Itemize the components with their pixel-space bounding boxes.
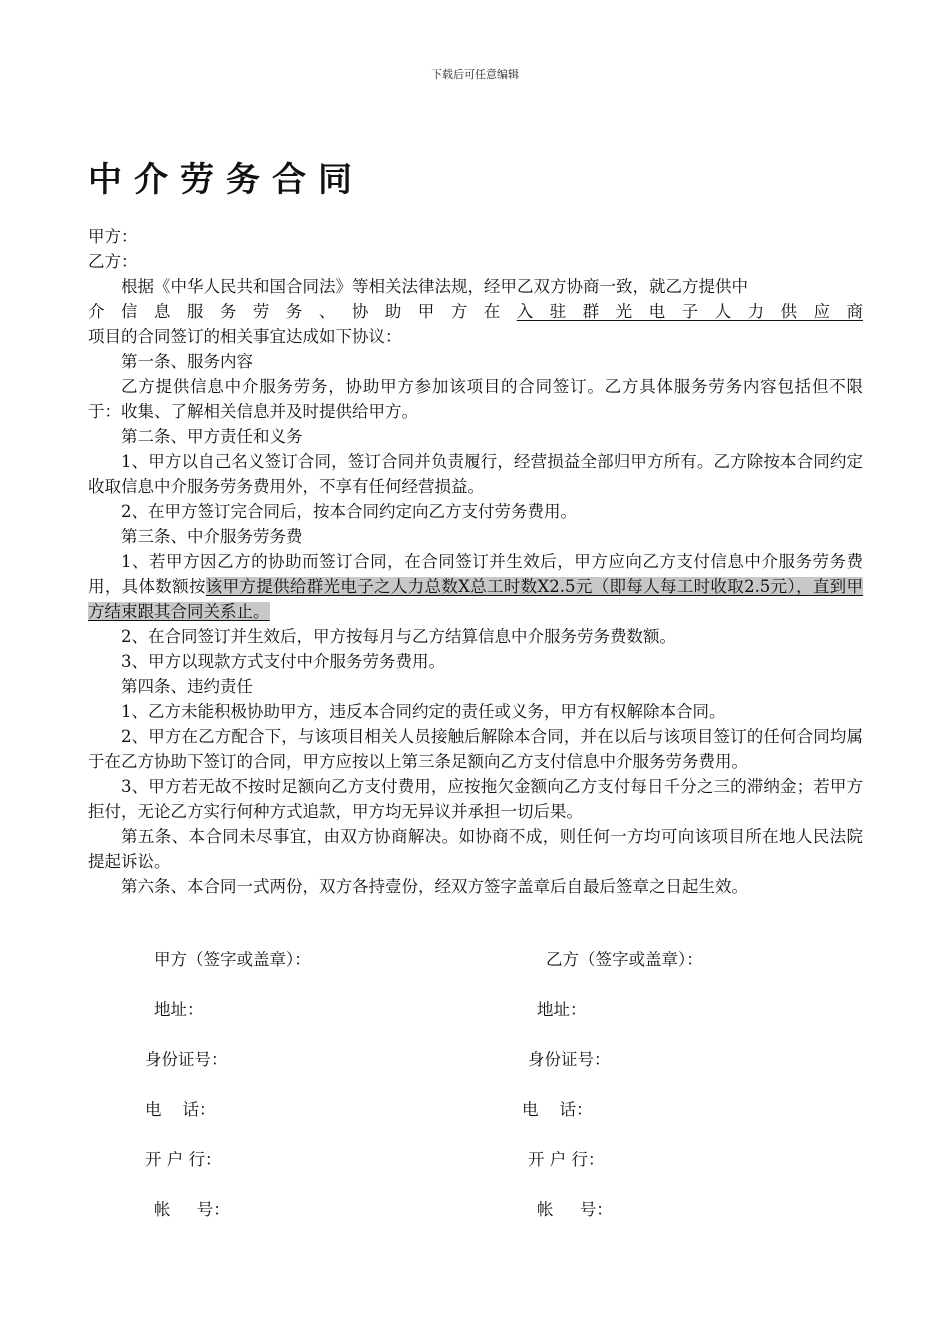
party-a-signature-label: 甲方（签字或盖章）：	[154, 950, 311, 969]
party-a-phone-label: 电 话：	[145, 1100, 216, 1119]
fee-formula-highlight: 该甲方提供给群光电子之人力总数X总工时数X2.5元（即每人每工时收取2.5元），直到甲方结束跟其合同关系止。	[88, 577, 864, 621]
party-b-bank-label: 开 户 行：	[528, 1150, 605, 1169]
party-b-address-label: 地址：	[537, 1000, 587, 1019]
contract-body	[88, 224, 863, 899]
party-b-signature-label: 乙方（签字或盖章）：	[546, 950, 703, 969]
article-5: 第五条、本合同未尽事宜，由双方协商解决。如协商不成，则任何一方均可向该项目所在地人民法院提起诉讼。	[88, 827, 863, 871]
article-4-paragraph-2: 2、甲方在乙方配合下，与该项目相关人员接触后解除本合同，并在以后与该项目签订的任何合同均属于在乙方协助下签订的合同，甲方应按以上第三条足额向乙方支付信息中介服务劳务费用。	[88, 727, 863, 771]
article-2-paragraph-1: 1、甲方以自己名义签订合同，签订合同并负责履行，经营损益全部归甲方所有。乙方除按本合同约定收取信息中介服务劳务费用外，不享有任何经营损益。	[88, 452, 863, 496]
party-b-account-label: 帐 号：	[537, 1200, 613, 1219]
party-b-id-label: 身份证号：	[528, 1050, 611, 1069]
party-a-account-label: 帐 号：	[154, 1200, 230, 1219]
intro-line-3: 项目的合同签订的相关事宜达成如下协议：	[88, 327, 402, 346]
project-name-underlined: 入驻群光电子人力供应商	[516, 302, 864, 321]
article-4-paragraph-1: 1、乙方未能积极协助甲方，违反本合同约定的责任或义务，甲方有权解除本合同。	[121, 702, 726, 721]
header-note: 下载后可任意编辑	[431, 68, 519, 81]
article-2-paragraph-2: 2、在甲方签订完合同后，按本合同约定向乙方支付劳务费用。	[121, 502, 577, 521]
article-6: 第六条、本合同一式两份，双方各持壹份，经双方签字盖章后自最后签章之日起生效。	[121, 877, 748, 896]
article-1-paragraph: 乙方提供信息中介服务劳务，协助甲方参加该项目的合同签订。乙方具体服务劳务内容包括但不限于：收集、了解相关信息并及时提供给甲方。	[88, 377, 863, 421]
party-a-id-label: 身份证号：	[145, 1050, 228, 1069]
document-title: 中介劳务合同	[88, 160, 364, 200]
party-a-address-label: 地址：	[154, 1000, 204, 1019]
party-b-label: 乙方：	[88, 252, 138, 271]
article-4-paragraph-3: 3、甲方若无故不按时足额向乙方支付费用，应按拖欠金额向乙方支付每日千分之三的滞纳金；若甲方拒付，无论乙方实行何种方式追款，甲方均无异议并承担一切后果。	[88, 777, 863, 821]
article-3-paragraph-1-text: 1、若甲方因乙方的协助而签订合同，在合同签订并生效后，甲方应向乙方支付信息中介服务劳务费用，具体数额按	[88, 552, 863, 596]
article-3-paragraph-3: 3、甲方以现款方式支付中介服务劳务费用。	[121, 652, 445, 671]
article-2-title: 第二条、甲方责任和义务	[121, 427, 303, 446]
intro-line-1: 根据《中华人民共和国合同法》等相关法律法规，经甲乙双方协商一致，就乙方提供中	[121, 277, 748, 296]
intro-line-2	[88, 299, 863, 324]
article-3-title: 第三条、中介服务劳务费	[121, 527, 303, 546]
article-4-title: 第四条、违约责任	[121, 677, 253, 696]
article-3-paragraph-2: 2、在合同签订并生效后，甲方按每月与乙方结算信息中介服务劳务费数额。	[121, 627, 676, 646]
party-a-bank-label: 开 户 行：	[145, 1150, 222, 1169]
intro-line-2-text: 介信息服务劳务、协助甲方在	[88, 302, 517, 321]
article-1-title: 第一条、服务内容	[121, 352, 253, 371]
article-3-paragraph-1	[88, 549, 863, 624]
party-a-label: 甲方：	[88, 227, 138, 246]
party-b-phone-label: 电 话：	[522, 1100, 593, 1119]
